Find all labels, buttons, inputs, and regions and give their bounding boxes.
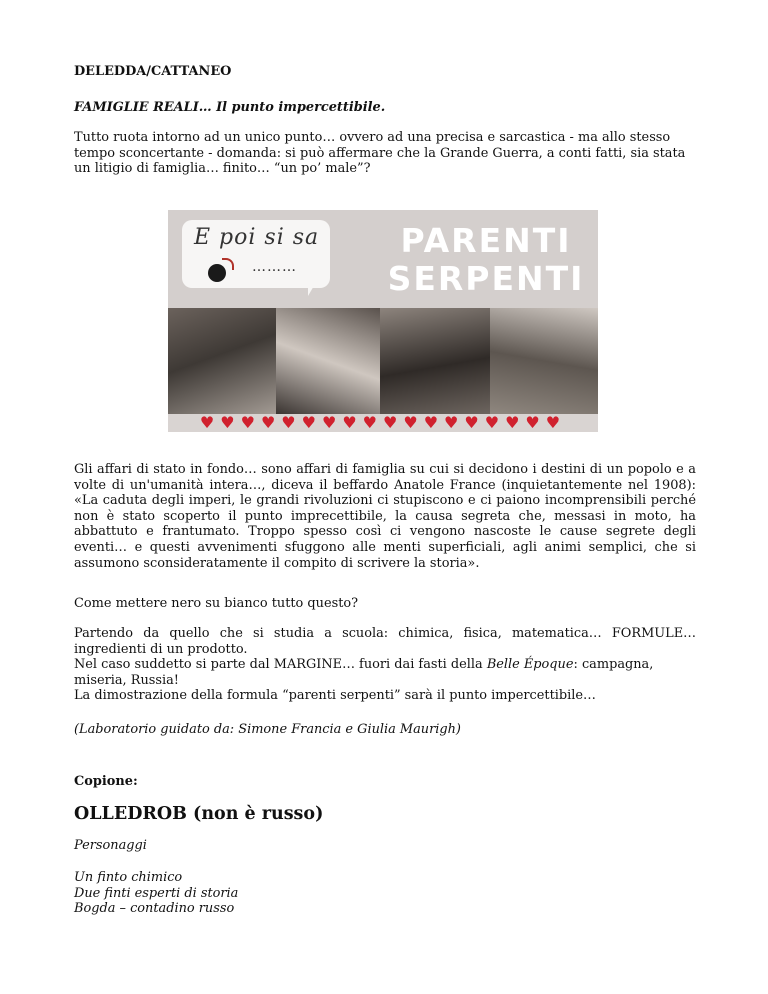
- characters-label: Personaggi: [74, 838, 147, 853]
- play-title: OLLEDROB (non è russo): [74, 804, 324, 824]
- formula-line-3: La dimostrazione della formula “parenti serpenti” sarà il punto impercettibile…: [74, 688, 596, 704]
- parenti-serpenti-banner: [168, 210, 598, 432]
- family-photo-1: [168, 308, 276, 414]
- character-item: Bogda – contadino russo: [74, 901, 235, 917]
- intro-paragraph: Tutto ruota intorno ad un unico punto… ovvero ad una precisa e sarcastica - ma allo stesso tempo sconcertante - domanda: si può affermare che la Grande Guerra, a conti fatti, sia stata un litigio di famiglia… finito… “un po’ male”?: [74, 130, 686, 177]
- formula-paragraph: [74, 626, 696, 704]
- belle-epoque: Belle Époque: [486, 657, 574, 673]
- banner-title-line2: SERPENTI: [387, 259, 585, 298]
- family-photo-2: [276, 308, 380, 414]
- banner-title: [386, 222, 586, 298]
- formula-line-1: Partendo da quello che si studia a scuola: chimica, fisica, matematica… FORMULE… ingredienti di un prodotto.: [74, 626, 696, 657]
- character-item: Un finto chimico: [74, 870, 183, 885]
- formula-line-2: [74, 657, 696, 688]
- banner-title-line1: PARENTI: [400, 221, 572, 260]
- doc-subtitle: FAMIGLIE REALI… Il punto impercettibile.: [74, 100, 386, 115]
- formula-line-2-b: : campagna, miseria, Russia!: [74, 657, 654, 688]
- doc-header: DELEDDA/CATTANEO: [74, 64, 232, 79]
- question-line: Come mettere nero su bianco tutto questo?: [74, 596, 359, 611]
- speech-bubble-tail: [308, 272, 322, 296]
- bubble-text: E poi si sa: [194, 225, 320, 250]
- script-label: Copione:: [74, 774, 138, 789]
- banner-header: [168, 210, 598, 308]
- hearts-row-icon: ♥♥♥♥♥♥♥♥♥♥♥♥♥♥♥♥♥♥: [168, 414, 598, 432]
- credits-line: (Laboratorio guidato da: Simone Francia e Giulia Maurigh): [74, 722, 461, 737]
- family-photo-3: [380, 308, 490, 414]
- character-item: Due finti esperti di storia: [74, 885, 239, 901]
- royal-family-photos: [168, 308, 598, 414]
- france-quote-paragraph: Gli affari di stato in fondo… sono affari di famiglia su cui si decidono i destini di un popolo e a volte di un'umanità intera…, diceva il beffardo Anatole France (inquietantemente nel 1908): «La caduta degli imperi, le grandi rivoluzioni ci stupiscono e ci paiono incomprensibili perché non è stato scoperto il punto imprecettibile, la causa segreta che, messasi in moto, ha abbattuto e frantumato. Troppo spesso così ci vengono nascoste le cause segrete degli eventi… e questi avvenimenti sfuggono alle menti superficiali, agli animi semplici, che si assumono sconsideratamente il compito di scrivere la storia».: [74, 462, 696, 571]
- characters-list: [74, 870, 694, 917]
- formula-line-2-a: Nel caso suddetto si parte dal MARGINE… fuori dai fasti della: [74, 657, 487, 673]
- bubble-dots: ………: [252, 259, 297, 275]
- family-photo-4: [490, 308, 598, 414]
- bomb-fuse-icon: [222, 258, 234, 270]
